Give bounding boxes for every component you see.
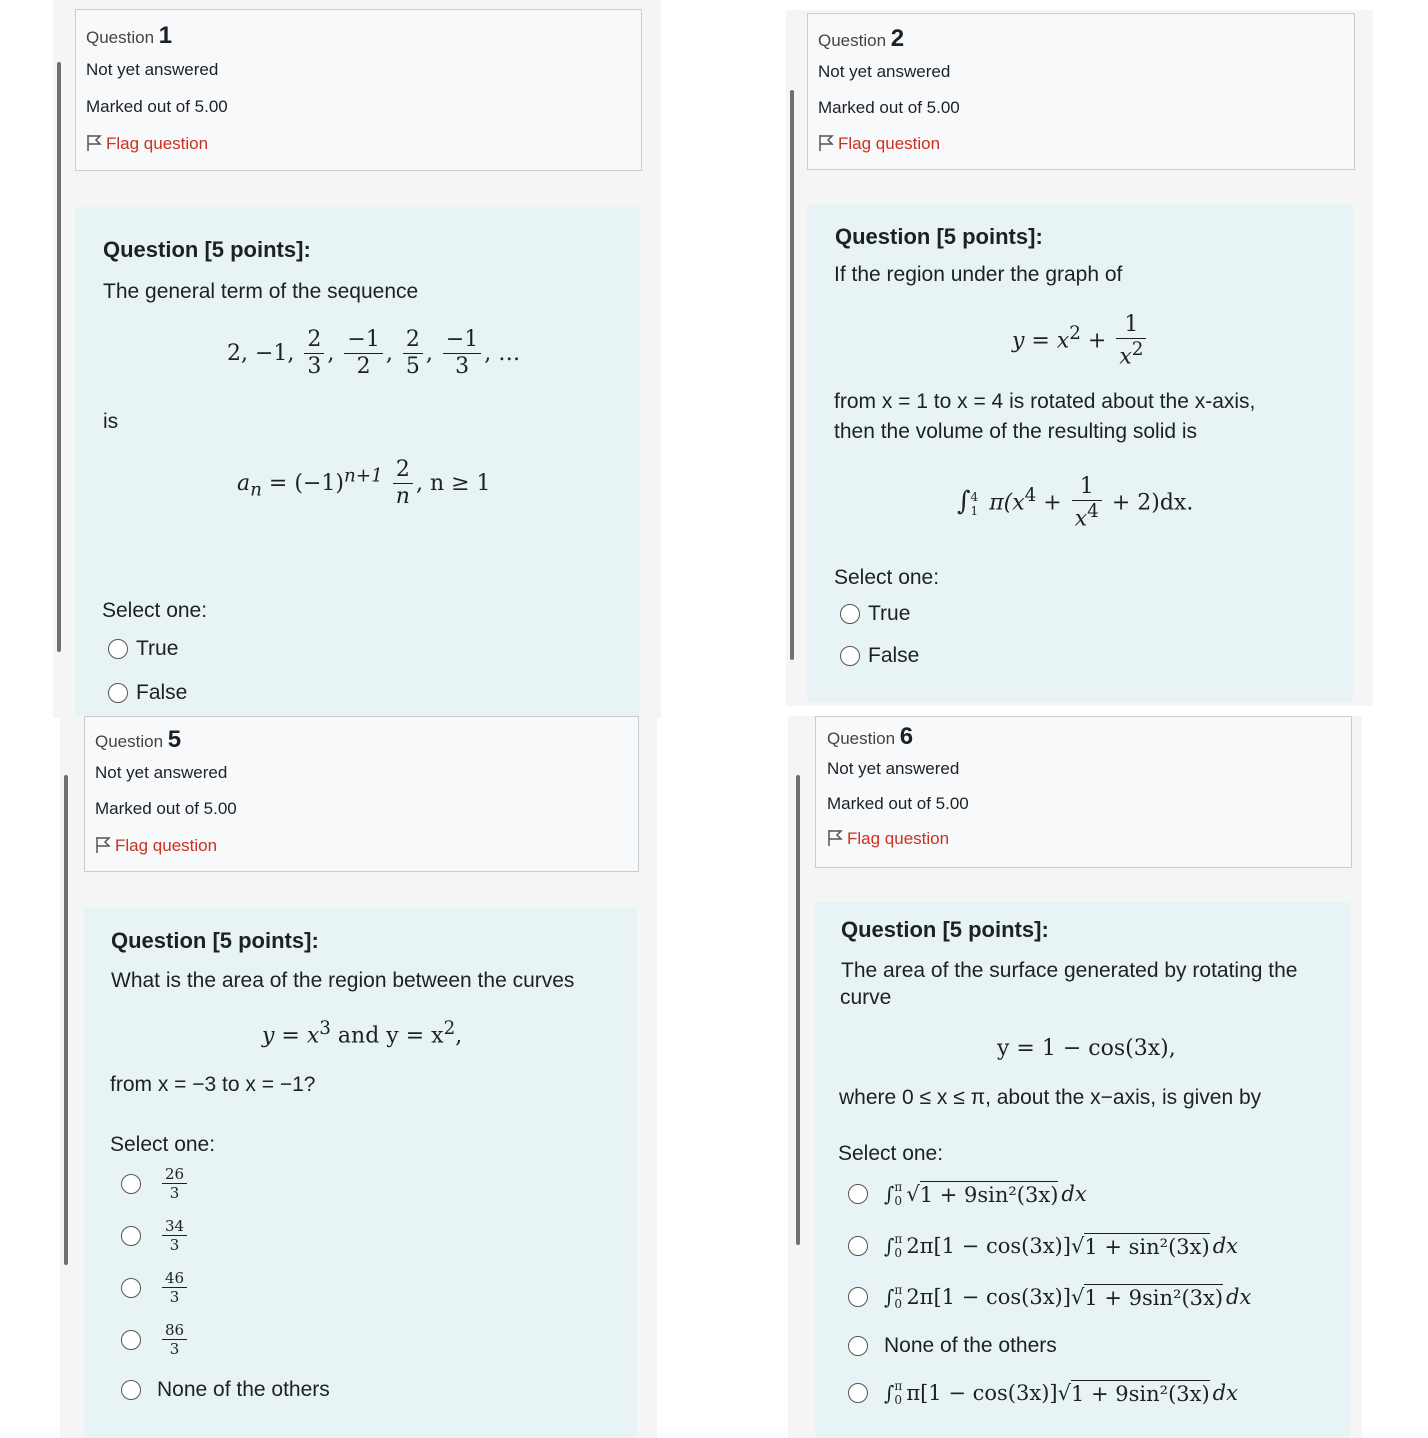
q2-text-volume: then the volume of the resulting solid is [834, 420, 1198, 443]
q5-title: Question [5 points]: [111, 928, 319, 953]
q2-text-range: from x = 1 to x = 4 is rotated about the x-axis, [834, 390, 1256, 413]
seq-frac-2: $\frac{-1}{2}$ [344, 327, 382, 381]
q1-select-one: Select one: [102, 599, 208, 622]
q5-curves: $y = x^3$ and $y = x^2$, [262, 1018, 463, 1049]
q6-content [815, 902, 1350, 1438]
q5-option-3[interactable]: $\frac{46}{3}$ [121, 1269, 190, 1306]
q2-integral: ∫ 4 1 $\pi(x^4$ + $\frac{1}{x^4}$ + 2)dx. [957, 474, 1194, 532]
radio-button[interactable] [840, 646, 860, 666]
q2-intro: If the region under the graph of [834, 263, 1123, 286]
q1-option-true[interactable]: True [108, 637, 178, 661]
q2-status: Not yet answered [818, 62, 951, 81]
flag-icon [827, 829, 843, 847]
radio-button[interactable] [848, 1287, 868, 1307]
q2-marks: Marked out of 5.00 [818, 98, 960, 117]
flag-icon [95, 836, 111, 854]
q5-content [84, 908, 637, 1438]
q5-option-1[interactable]: $\frac{26}{3}$ [121, 1165, 190, 1202]
flag-icon [86, 134, 102, 152]
q6-info [815, 716, 1352, 868]
q5-status: Not yet answered [95, 763, 228, 782]
q2-option-false[interactable]: False [840, 644, 919, 668]
radio-button[interactable] [848, 1383, 868, 1403]
q1-intro: The general term of the sequence [103, 280, 419, 303]
q1-flag-question[interactable]: Flag question [86, 134, 208, 154]
q5-marks: Marked out of 5.00 [95, 799, 237, 818]
radio-button[interactable] [848, 1336, 868, 1356]
q2-option-true[interactable]: True [840, 602, 910, 626]
radio-button[interactable] [840, 604, 860, 624]
q2-title: Question [5 points]: [835, 224, 1043, 249]
q5-flag-question[interactable]: Flag question [95, 836, 217, 856]
q2-select-one: Select one: [834, 566, 940, 589]
q1-content [75, 207, 640, 718]
q6-function: y = 1 − cos(3x), [997, 1036, 1176, 1061]
q6-option-5[interactable]: ∫ π 0 π[1 − cos(3x)] √ 1 + 9sin²(3x) dx [848, 1379, 1238, 1407]
q1-formula: $a_n = (-1)^{n+1}$ $\frac{2}{n}$ , n ≥ 1 [237, 457, 491, 510]
q2-function: $y = x^2$ + $\frac{1}{x^2}$ [1012, 312, 1149, 371]
q1-sequence: 2, −1, $\frac{2}{3}$ , $\frac{-1}{2}$ , $\frac{2}{5}$ , $\frac{-1}{3}$ , … [227, 327, 521, 380]
q6-scrollbar[interactable] [796, 775, 800, 1245]
q2-content [807, 204, 1353, 702]
q6-status: Not yet answered [827, 759, 960, 778]
q5-info [84, 716, 639, 872]
q6-select-one: Select one: [838, 1142, 944, 1165]
q5-number: Question 5 [95, 726, 182, 753]
q1-title: Question [5 points]: [103, 237, 311, 262]
radio-button[interactable] [848, 1184, 868, 1204]
q6-option-none[interactable]: None of the others [848, 1334, 1057, 1358]
q5-range: from x = −3 to x = −1? [110, 1073, 316, 1096]
q6-number: Question 6 [827, 723, 914, 750]
radio-button[interactable] [121, 1226, 141, 1246]
q6-option-3[interactable]: ∫ π 0 2π[1 − cos(3x)] √ 1 + 9sin²(3x) dx [848, 1283, 1251, 1311]
q5-option-4[interactable]: $\frac{86}{3}$ [121, 1321, 190, 1358]
q6-option-2[interactable]: ∫ π 0 2π[1 − cos(3x)] √ 1 + sin²(3x) dx [848, 1232, 1238, 1260]
q2-info [807, 13, 1355, 170]
q5-select-one: Select one: [110, 1133, 216, 1156]
seq-frac-4: $\frac{-1}{3}$ [443, 327, 481, 381]
radio-button[interactable] [108, 639, 128, 659]
q1-scrollbar[interactable] [57, 62, 61, 652]
q5-intro: What is the area of the region between the curves [111, 969, 575, 992]
radio-button[interactable] [108, 683, 128, 703]
q1-marks: Marked out of 5.00 [86, 97, 228, 116]
q1-is: is [103, 410, 119, 433]
q6-marks: Marked out of 5.00 [827, 794, 969, 813]
radio-button[interactable] [848, 1236, 868, 1256]
radio-button[interactable] [121, 1174, 141, 1194]
seq-frac-1: $\frac{2}{3}$ [304, 327, 324, 381]
q5-option-none[interactable]: None of the others [121, 1378, 330, 1402]
radio-button[interactable] [121, 1278, 141, 1298]
radio-button[interactable] [121, 1380, 141, 1400]
q6-title: Question [5 points]: [841, 917, 1049, 942]
q6-option-1[interactable]: ∫ π 0 √ 1 + 9sin²(3x) dx [848, 1180, 1087, 1208]
q6-where: where 0 ≤ x ≤ π, about the x−axis, is given by [839, 1086, 1262, 1109]
q2-scrollbar[interactable] [790, 90, 794, 660]
q6-intro-2: curve [840, 986, 892, 1009]
q6-intro-1: The area of the surface generated by rotating the [841, 959, 1298, 982]
radio-button[interactable] [121, 1330, 141, 1350]
q2-number: Question 2 [818, 25, 905, 52]
q5-scrollbar[interactable] [64, 775, 68, 1265]
q5-option-2[interactable]: $\frac{34}{3}$ [121, 1217, 190, 1254]
q1-number: Question 1 [86, 22, 173, 49]
q1-info [75, 9, 642, 171]
flag-icon [818, 134, 834, 152]
q1-status: Not yet answered [86, 60, 219, 79]
q1-option-false[interactable]: False [108, 681, 187, 705]
q6-flag-question[interactable]: Flag question [827, 829, 949, 849]
seq-frac-3: $\frac{2}{5}$ [403, 327, 423, 381]
q2-flag-question[interactable]: Flag question [818, 134, 940, 154]
